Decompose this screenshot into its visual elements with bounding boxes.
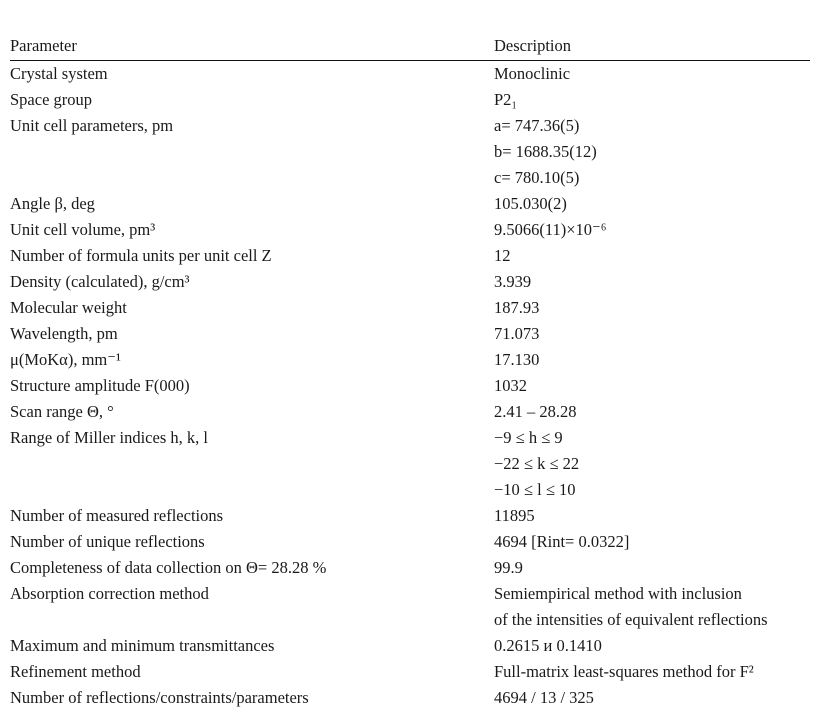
table-row [10, 269, 810, 295]
description-cell: b= 1688.35(12) [494, 142, 597, 161]
parameter-cell: Completeness of data collection on Θ= 28.28 % [10, 558, 327, 577]
parameter-cell: Unit cell volume, pm³ [10, 220, 156, 239]
parameter-cell: Angle β, deg [10, 194, 95, 213]
description-cell: −22 ≤ k ≤ 22 [494, 454, 580, 473]
table-row [10, 217, 810, 243]
parameter-cell: Number of unique reflections [10, 532, 205, 551]
table-row [10, 607, 810, 633]
parameter-cell [10, 477, 494, 503]
description-cell: 187.93 [494, 298, 540, 317]
parameter-cell: Scan range Θ, ° [10, 402, 114, 421]
description-cell: P2₁ [494, 90, 518, 109]
header-parameter: Parameter [10, 36, 77, 55]
description-cell: of the intensities of equivalent reflections [494, 610, 768, 629]
table-row [10, 347, 810, 373]
table-row [10, 113, 810, 139]
table-row [10, 373, 810, 399]
table-row [10, 477, 810, 503]
parameter-cell: Range of Miller indices h, k, l [10, 428, 208, 447]
parameter-cell [10, 165, 494, 191]
description-cell: −9 ≤ h ≤ 9 [494, 428, 563, 447]
parameter-cell: Structure amplitude F(000) [10, 376, 190, 395]
table-row [10, 165, 810, 191]
parameter-cell: Number of reflections/constraints/parameters [10, 688, 309, 707]
parameter-cell: Wavelength, pm [10, 324, 118, 343]
parameter-cell: Space group [10, 90, 93, 109]
parameter-cell: Density (calculated), g/cm³ [10, 272, 190, 291]
table-row [10, 581, 810, 607]
parameter-cell [10, 451, 494, 477]
table-row [10, 451, 810, 477]
header-description: Description [494, 36, 571, 55]
parameter-cell: Unit cell parameters, pm [10, 116, 174, 135]
description-cell: Monoclinic [494, 64, 571, 83]
table-row [10, 659, 810, 685]
table-row [10, 321, 810, 347]
description-cell: 105.030(2) [494, 194, 567, 213]
parameter-cell [10, 139, 494, 165]
description-cell: −10 ≤ l ≤ 10 [494, 480, 576, 499]
description-cell: 3.939 [494, 272, 532, 291]
parameter-cell: Absorption correction method [10, 584, 209, 603]
parameter-cell: Molecular weight [10, 298, 127, 317]
crystal-data-table [10, 32, 810, 711]
description-cell: 1032 [494, 376, 527, 395]
table-row [10, 295, 810, 321]
table-row [10, 87, 810, 113]
table-row [10, 139, 810, 165]
table-row [10, 61, 810, 87]
parameter-cell: Maximum and minimum transmittances [10, 636, 275, 655]
table-body [10, 61, 810, 711]
description-cell: 11895 [494, 506, 535, 525]
table-header [10, 32, 810, 61]
description-cell: Semiempirical method with inclusion [494, 584, 742, 603]
description-cell: 99.9 [494, 558, 523, 577]
table-row [10, 191, 810, 217]
parameter-cell [10, 607, 494, 633]
description-cell: 71.073 [494, 324, 540, 343]
table-row [10, 685, 810, 711]
description-cell: 4694 [Rint= 0.0322] [494, 532, 630, 551]
parameter-cell: Number of measured reflections [10, 506, 224, 525]
parameter-cell: Refinement method [10, 662, 141, 681]
description-cell: Full-matrix least-squares method for F² [494, 662, 754, 681]
parameter-cell: μ(MoKα), mm⁻¹ [10, 350, 121, 369]
table-row [10, 399, 810, 425]
parameter-cell: Number of formula units per unit cell Z [10, 246, 272, 265]
description-cell: 17.130 [494, 350, 540, 369]
table-row [10, 425, 810, 451]
table-row [10, 243, 810, 269]
table-row [10, 633, 810, 659]
table-row [10, 529, 810, 555]
description-cell: 2.41 – 28.28 [494, 402, 577, 421]
description-cell: 0.2615 и 0.1410 [494, 636, 602, 655]
description-cell: 4694 / 13 / 325 [494, 688, 594, 707]
description-cell: a= 747.36(5) [494, 116, 580, 135]
description-cell: c= 780.10(5) [494, 168, 580, 187]
description-cell: 9.5066(11)×10⁻⁶ [494, 220, 607, 239]
table-row [10, 555, 810, 581]
description-cell: 12 [494, 246, 511, 265]
table-row [10, 503, 810, 529]
parameter-cell: Crystal system [10, 64, 108, 83]
